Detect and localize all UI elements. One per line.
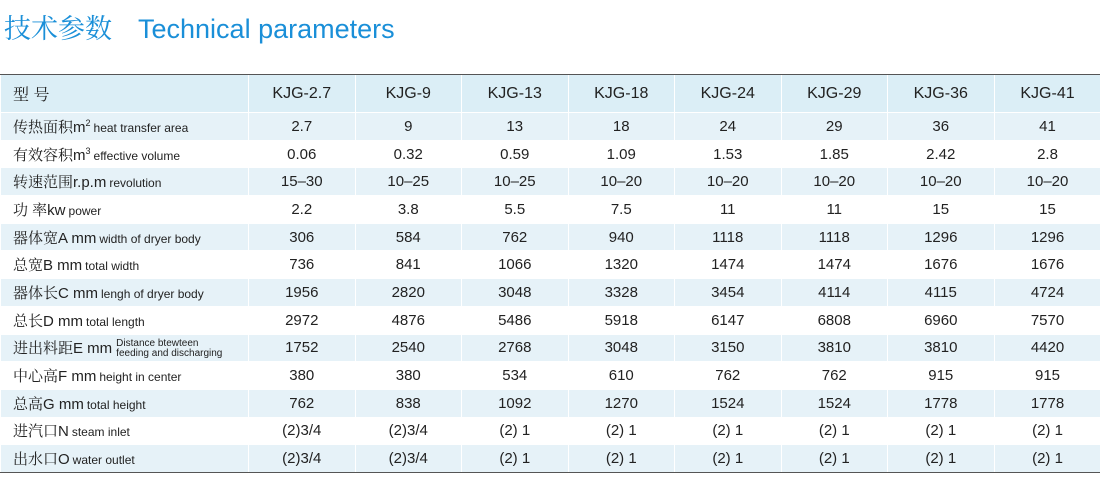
table-cell: 10–20: [568, 168, 675, 196]
row-label-english: heat transfer area: [93, 120, 189, 135]
table-cell: 6147: [675, 306, 782, 334]
table-cell: 1.85: [781, 140, 888, 168]
table-cell: 29: [781, 113, 888, 141]
table-cell: 4724: [994, 279, 1100, 307]
model-header-cell: KJG-41: [994, 75, 1100, 113]
row-label: [1, 306, 249, 334]
table-cell: 2.2: [249, 196, 356, 224]
table-cell: 1092: [462, 389, 569, 417]
table-cell: 762: [781, 362, 888, 390]
table-row: [1, 279, 1100, 307]
table-cell: 10–20: [781, 168, 888, 196]
table-cell: (2) 1: [994, 417, 1100, 445]
row-label-english: total length: [86, 314, 145, 329]
table-cell: 1524: [675, 389, 782, 417]
row-label-english: width of dryer body: [99, 231, 201, 246]
table-cell: 3.8: [355, 196, 462, 224]
table-cell: 1118: [675, 223, 782, 251]
table-row: [1, 140, 1100, 168]
table-row: [1, 251, 1100, 279]
table-cell: (2)3/4: [249, 417, 356, 445]
table-cell: 7.5: [568, 196, 675, 224]
row-label-english-line: feeding and discharging: [116, 347, 223, 359]
parameters-table-container: [0, 74, 1100, 473]
table-cell: 915: [888, 362, 995, 390]
table-cell: 762: [675, 362, 782, 390]
table-cell: 9: [355, 113, 462, 141]
row-label-english: total height: [86, 397, 146, 412]
table-cell: 3328: [568, 279, 675, 307]
row-label-chinese: 器体宽A mm: [13, 229, 97, 247]
table-row: [1, 389, 1100, 417]
table-cell: 6808: [781, 306, 888, 334]
table-cell: (2) 1: [568, 417, 675, 445]
table-cell: 11: [675, 196, 782, 224]
table-cell: 10–20: [994, 168, 1100, 196]
table-cell: 3048: [462, 279, 569, 307]
page-title: [4, 12, 395, 46]
table-cell: 5486: [462, 306, 569, 334]
model-header-cell: KJG-13: [462, 75, 569, 113]
table-cell: 5918: [568, 306, 675, 334]
table-row: [1, 113, 1100, 141]
table-cell: 2768: [462, 334, 569, 362]
table-cell: (2) 1: [568, 445, 675, 473]
row-label: [1, 113, 249, 141]
table-cell: 13: [462, 113, 569, 141]
row-label-english: effective volume: [93, 148, 181, 163]
title-english: Technical parameters: [138, 14, 395, 44]
row-label: [1, 362, 249, 390]
table-header-row: [1, 75, 1100, 113]
row-label-english: power: [68, 203, 102, 218]
table-cell: 24: [675, 113, 782, 141]
table-cell: 3454: [675, 279, 782, 307]
table-cell: 1.09: [568, 140, 675, 168]
table-cell: 15: [888, 196, 995, 224]
row-label: [1, 279, 249, 307]
table-cell: 10–20: [888, 168, 995, 196]
table-cell: 1676: [994, 251, 1100, 279]
row-label: [1, 251, 249, 279]
row-label-chinese: 功 率kw: [13, 201, 66, 219]
table-cell: (2) 1: [994, 445, 1100, 473]
title-chinese: 技术参数: [4, 14, 112, 44]
table-cell: 0.32: [355, 140, 462, 168]
row-label: [1, 334, 249, 362]
row-label-english: [116, 339, 222, 359]
table-cell: 1.53: [675, 140, 782, 168]
table-cell: (2) 1: [462, 445, 569, 473]
table-cell: 36: [888, 113, 995, 141]
table-cell: (2)3/4: [355, 445, 462, 473]
parameters-table: [0, 74, 1100, 473]
table-row: [1, 168, 1100, 196]
table-cell: (2) 1: [888, 445, 995, 473]
table-cell: 11: [781, 196, 888, 224]
table-cell: 1752: [249, 334, 356, 362]
table-cell: 380: [355, 362, 462, 390]
table-cell: 736: [249, 251, 356, 279]
table-row: [1, 417, 1100, 445]
table-cell: 2.42: [888, 140, 995, 168]
table-cell: 940: [568, 223, 675, 251]
table-cell: 41: [994, 113, 1100, 141]
table-cell: 841: [355, 251, 462, 279]
row-label: [1, 389, 249, 417]
table-cell: 915: [994, 362, 1100, 390]
table-cell: 4876: [355, 306, 462, 334]
row-label-superscript: 3: [85, 145, 91, 156]
row-label: [1, 196, 249, 224]
table-cell: 6960: [888, 306, 995, 334]
row-label-chinese: 传热面积m: [13, 118, 86, 136]
row-label-chinese: 总高G mm: [13, 395, 84, 413]
table-cell: 534: [462, 362, 569, 390]
table-cell: 0.59: [462, 140, 569, 168]
row-label-chinese: 中心高F mm: [13, 368, 97, 386]
table-cell: 10–25: [355, 168, 462, 196]
row-label: [1, 168, 249, 196]
table-cell: 4420: [994, 334, 1100, 362]
table-cell: 1270: [568, 389, 675, 417]
model-header-cell: KJG-24: [675, 75, 782, 113]
model-header-cell: KJG-2.7: [249, 75, 356, 113]
table-cell: 15: [994, 196, 1100, 224]
table-cell: (2) 1: [888, 417, 995, 445]
table-cell: 1474: [781, 251, 888, 279]
row-label-english: revolution: [109, 176, 162, 191]
table-cell: (2) 1: [675, 445, 782, 473]
table-cell: 2.7: [249, 113, 356, 141]
table-cell: 1778: [994, 389, 1100, 417]
table-cell: (2)3/4: [355, 417, 462, 445]
row-label-chinese: 进汽口N: [13, 423, 69, 441]
table-cell: 15–30: [249, 168, 356, 196]
row-label-chinese: 总宽B mm: [13, 257, 83, 275]
table-cell: 0.06: [249, 140, 356, 168]
row-label-chinese: 器体长C mm: [13, 284, 98, 302]
table-cell: 3810: [781, 334, 888, 362]
table-cell: 5.5: [462, 196, 569, 224]
table-cell: 1320: [568, 251, 675, 279]
table-cell: 306: [249, 223, 356, 251]
table-cell: 1118: [781, 223, 888, 251]
model-header-cell: KJG-36: [888, 75, 995, 113]
table-cell: 3048: [568, 334, 675, 362]
table-cell: (2) 1: [462, 417, 569, 445]
table-cell: 380: [249, 362, 356, 390]
table-cell: 1956: [249, 279, 356, 307]
table-row: [1, 223, 1100, 251]
table-row: [1, 445, 1100, 473]
table-cell: 762: [249, 389, 356, 417]
table-cell: 1474: [675, 251, 782, 279]
table-cell: 584: [355, 223, 462, 251]
table-cell: 1524: [781, 389, 888, 417]
table-cell: 762: [462, 223, 569, 251]
table-cell: 1066: [462, 251, 569, 279]
table-row: [1, 362, 1100, 390]
row-label-english-line: Distance btewteen: [116, 337, 199, 349]
table-cell: 3150: [675, 334, 782, 362]
row-label: [1, 417, 249, 445]
table-body: [1, 113, 1100, 473]
table-cell: 3810: [888, 334, 995, 362]
table-cell: 1296: [888, 223, 995, 251]
model-header-cell: KJG-18: [568, 75, 675, 113]
table-cell: 18: [568, 113, 675, 141]
table-cell: (2) 1: [781, 417, 888, 445]
row-label-english: water outlet: [72, 453, 135, 468]
table-cell: 4114: [781, 279, 888, 307]
table-cell: (2)3/4: [249, 445, 356, 473]
row-label-superscript: 2: [85, 117, 91, 128]
table-cell: 2.8: [994, 140, 1100, 168]
row-label: [1, 223, 249, 251]
table-cell: 610: [568, 362, 675, 390]
row-label-chinese: 总长D mm: [13, 312, 83, 330]
table-row: [1, 196, 1100, 224]
row-label-chinese: 出水口O: [13, 451, 70, 469]
row-label: [1, 445, 249, 473]
table-cell: (2) 1: [781, 445, 888, 473]
row-label-chinese: 有效容积m: [13, 146, 86, 164]
table-row: [1, 306, 1100, 334]
table-cell: 10–20: [675, 168, 782, 196]
table-cell: 1296: [994, 223, 1100, 251]
table-cell: 1778: [888, 389, 995, 417]
table-cell: 838: [355, 389, 462, 417]
table-cell: 10–25: [462, 168, 569, 196]
table-cell: 1676: [888, 251, 995, 279]
table-cell: 7570: [994, 306, 1100, 334]
model-header-cell: KJG-29: [781, 75, 888, 113]
row-label-chinese: 进出料距E mm: [13, 339, 113, 357]
row-label-english: total width: [85, 259, 140, 274]
table-cell: 2820: [355, 279, 462, 307]
table-cell: (2) 1: [675, 417, 782, 445]
table-row: [1, 334, 1100, 362]
row-label-english: steam inlet: [71, 425, 130, 440]
table-cell: 2972: [249, 306, 356, 334]
table-cell: 4115: [888, 279, 995, 307]
model-header-label: 型 号: [1, 75, 249, 113]
table-cell: 2540: [355, 334, 462, 362]
model-header-cell: KJG-9: [355, 75, 462, 113]
row-label-english: height in center: [99, 370, 182, 385]
row-label-english: lengh of dryer body: [101, 286, 204, 301]
row-label: [1, 140, 249, 168]
row-label-chinese: 转速范围r.p.m: [13, 174, 107, 192]
